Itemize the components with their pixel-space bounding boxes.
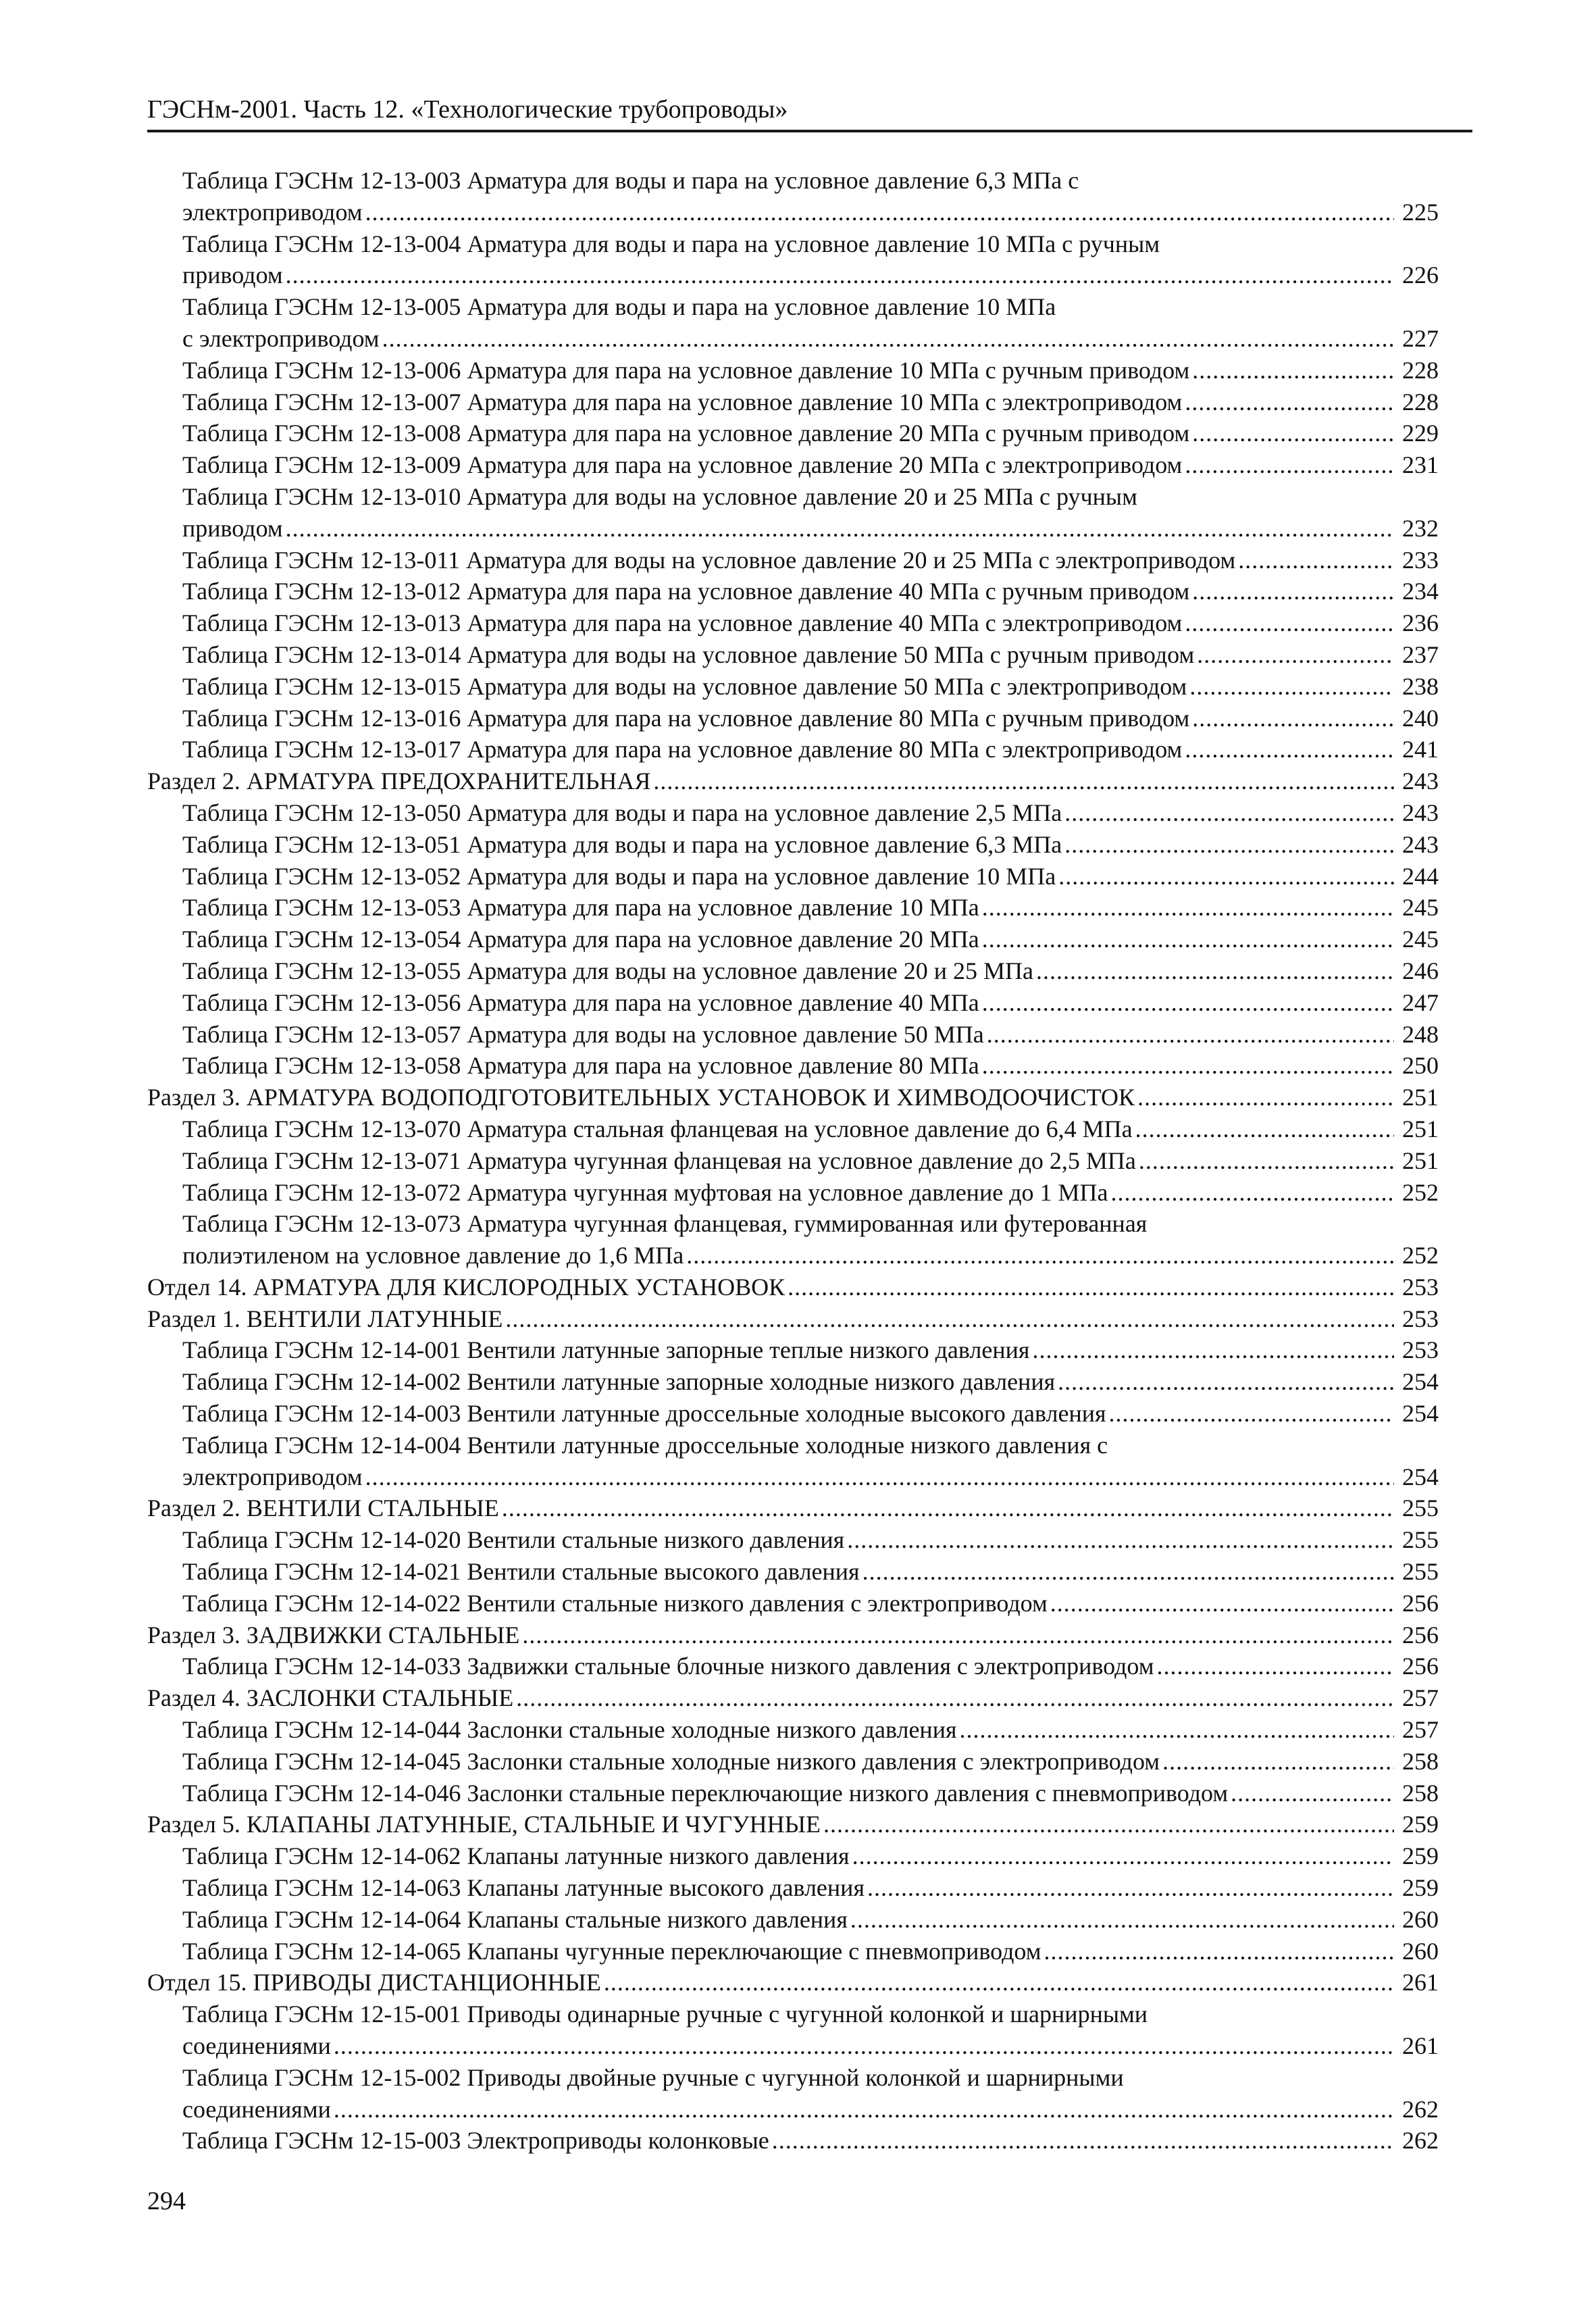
toc-entry-title: Таблица ГЭСНм 12-13-006 Арматура для пара на условное давление 10 МПа с ручным приводом bbox=[182, 356, 1190, 384]
toc-table-entry bbox=[147, 1019, 1439, 1051]
toc-entry-title: Таблица ГЭСНм 12-13-016 Арматура для пара на условное давление 80 МПа с ручным приводом bbox=[182, 704, 1190, 732]
toc-page-ref: 257 bbox=[1402, 1684, 1439, 1712]
toc-table-entry bbox=[147, 955, 1439, 987]
toc-entry-title: Таблица ГЭСНм 12-14-033 Задвижки стальные блочные низкого давления с электроприводом bbox=[182, 1653, 1154, 1680]
toc-page-ref: 245 bbox=[1402, 894, 1439, 922]
toc-entry-row bbox=[182, 1145, 1439, 1177]
dot-leader bbox=[365, 1461, 1394, 1493]
toc-entry-row bbox=[182, 955, 1439, 987]
toc-entry-title: Раздел 3. ЗАДВИЖКИ СТАЛЬНЫЕ bbox=[147, 1621, 520, 1649]
toc-entry-row bbox=[182, 734, 1439, 765]
toc-entry-title-line: Таблица ГЭСНм 12-13-004 Арматура для воды и пара на условное давление 10 МПа с ручным bbox=[182, 230, 1160, 257]
dot-leader bbox=[1109, 1398, 1394, 1430]
dot-leader bbox=[852, 1840, 1394, 1872]
toc-page-ref: 253 bbox=[1402, 1336, 1439, 1364]
dot-leader bbox=[1231, 1778, 1394, 1809]
toc-page-ref: 262 bbox=[1402, 2095, 1439, 2123]
toc-entry-title: Таблица ГЭСНм 12-13-012 Арматура для пара на условное давление 40 МПа с ручным приводом bbox=[182, 578, 1190, 605]
dot-leader bbox=[867, 1872, 1394, 1904]
toc-table-entry bbox=[147, 1936, 1439, 1967]
toc-entry-row bbox=[182, 1588, 1439, 1619]
dot-leader bbox=[1185, 449, 1394, 481]
toc-entry-row bbox=[182, 1904, 1439, 1936]
toc-entry-title: Таблица ГЭСНм 12-14-046 Заслонки стальные переключающие низкого давления с пневмоприводом bbox=[182, 1779, 1229, 1807]
toc-table-entry bbox=[147, 386, 1439, 418]
toc-page-ref: 259 bbox=[1402, 1842, 1439, 1870]
toc-page-ref: 254 bbox=[1402, 1368, 1439, 1396]
dot-leader bbox=[286, 513, 1394, 545]
toc-page-ref: 262 bbox=[1402, 2127, 1439, 2155]
toc-table-entry bbox=[147, 2125, 1439, 2157]
toc-table-entry bbox=[147, 418, 1439, 449]
toc-entry-title: Таблица ГЭСНм 12-13-053 Арматура для пара на условное давление 10 МПа bbox=[182, 894, 979, 922]
toc-table-entry bbox=[147, 1588, 1439, 1619]
toc-entry-row bbox=[182, 1050, 1439, 1082]
dot-leader bbox=[522, 1619, 1394, 1651]
dot-leader bbox=[1135, 1113, 1394, 1145]
toc-table-entry bbox=[147, 481, 1439, 545]
dot-leader bbox=[850, 1904, 1394, 1936]
toc-entry-title: Таблица ГЭСНм 12-13-070 Арматура стальная фланцевая на условное давление до 6,4 МПа bbox=[182, 1115, 1133, 1142]
toc-page-ref: 226 bbox=[1402, 261, 1439, 289]
toc-page-ref: 257 bbox=[1402, 1716, 1439, 1744]
toc-page-ref: 255 bbox=[1402, 1526, 1439, 1554]
toc-page-ref: 225 bbox=[1402, 198, 1439, 226]
toc-section-entry bbox=[147, 765, 1439, 797]
dot-leader bbox=[286, 259, 1394, 291]
toc-entry-title: Таблица ГЭСНм 12-14-001 Вентили латунные запорные теплые низкого давления bbox=[182, 1336, 1030, 1364]
toc-entry-title: Раздел 3. АРМАТУРА ВОДОПОДГОТОВИТЕЛЬНЫХ УСТАНОВОК И ХИМВОДООЧИСТОК bbox=[147, 1084, 1135, 1111]
dot-leader bbox=[863, 1556, 1394, 1588]
toc-entry-title: Таблица ГЭСНм 12-13-014 Арматура для воды на условное давление 50 МПа с ручным приводом bbox=[182, 640, 1195, 668]
toc-table-entry bbox=[147, 545, 1439, 576]
dot-leader bbox=[1111, 1177, 1395, 1209]
toc-page-ref: 231 bbox=[1402, 451, 1439, 479]
toc-entry-row bbox=[182, 197, 1439, 228]
toc-entry-row bbox=[182, 1714, 1439, 1746]
toc-entry-title-line: Таблица ГЭСНм 12-13-003 Арматура для воды и пара на условное давление 6,3 МПа с bbox=[182, 167, 1079, 194]
toc-table-entry bbox=[147, 829, 1439, 861]
toc-table-entry bbox=[147, 1840, 1439, 1872]
toc-table-entry bbox=[147, 987, 1439, 1019]
toc-entry-title: Раздел 2. ВЕНТИЛИ СТАЛЬНЫЕ bbox=[147, 1494, 499, 1522]
toc-entry-title: Раздел 4. ЗАСЛОНКИ СТАЛЬНЫЕ bbox=[147, 1684, 514, 1712]
dot-leader bbox=[1157, 1651, 1395, 1682]
dot-leader bbox=[1197, 639, 1394, 671]
toc-page-ref: 243 bbox=[1402, 768, 1439, 795]
dot-leader bbox=[1192, 418, 1394, 449]
toc-entry-row bbox=[147, 1082, 1439, 1113]
toc-table-entry bbox=[147, 1651, 1439, 1682]
toc-page-ref: 243 bbox=[1402, 830, 1439, 858]
toc-entry-row bbox=[182, 513, 1439, 545]
toc-page-ref: 253 bbox=[1402, 1273, 1439, 1301]
toc-entry-title: Таблица ГЭСНм 12-15-003 Электроприводы колонковые bbox=[182, 2127, 769, 2155]
toc-entry-title: Таблица ГЭСНм 12-14-064 Клапаны стальные низкого давления bbox=[182, 1905, 848, 1933]
toc-page-ref: 255 bbox=[1402, 1494, 1439, 1522]
toc-page-ref: 236 bbox=[1402, 609, 1439, 637]
dot-leader bbox=[334, 2030, 1394, 2062]
table-of-contents bbox=[147, 165, 1439, 2157]
dot-leader bbox=[502, 1492, 1394, 1524]
toc-section-entry bbox=[147, 1809, 1439, 1840]
toc-entry-row bbox=[182, 418, 1439, 449]
toc-entry-row bbox=[182, 259, 1439, 291]
toc-entry-title: Таблица ГЭСНм 12-14-022 Вентили стальные низкого давления с электроприводом bbox=[182, 1589, 1048, 1617]
toc-table-entry bbox=[147, 1366, 1439, 1398]
toc-section-entry bbox=[147, 1082, 1439, 1113]
toc-entry-title: Таблица ГЭСНм 12-13-011 Арматура для воды на условное давление 20 и 25 МПа с электроприводом bbox=[182, 546, 1236, 574]
toc-table-entry bbox=[147, 1113, 1439, 1145]
toc-table-entry bbox=[147, 165, 1439, 228]
dot-leader bbox=[653, 765, 1394, 797]
toc-table-entry bbox=[147, 1050, 1439, 1082]
toc-table-entry bbox=[147, 1872, 1439, 1904]
dot-leader bbox=[1064, 829, 1394, 861]
toc-entry-row bbox=[182, 1398, 1439, 1430]
toc-page-ref: 256 bbox=[1402, 1621, 1439, 1649]
toc-table-entry bbox=[147, 1746, 1439, 1778]
toc-entry-row bbox=[182, 671, 1439, 703]
toc-entry-row bbox=[182, 576, 1439, 607]
toc-entry-title: Таблица ГЭСНм 12-13-051 Арматура для воды и пара на условное давление 6,3 МПа bbox=[182, 830, 1062, 858]
toc-page-ref: 228 bbox=[1402, 388, 1439, 416]
toc-page-ref: 250 bbox=[1402, 1052, 1439, 1080]
toc-entry-row bbox=[182, 924, 1439, 955]
dot-leader bbox=[982, 924, 1394, 955]
dot-leader bbox=[1032, 1334, 1394, 1366]
toc-table-entry bbox=[147, 639, 1439, 671]
toc-entry-row bbox=[182, 2030, 1439, 2062]
toc-entry-row bbox=[182, 1778, 1439, 1809]
dot-leader bbox=[1137, 1082, 1394, 1113]
dot-leader bbox=[1064, 797, 1394, 829]
dot-leader bbox=[982, 1050, 1394, 1082]
dot-leader bbox=[847, 1524, 1394, 1556]
toc-table-entry bbox=[147, 797, 1439, 829]
toc-entry-row bbox=[147, 1303, 1439, 1335]
toc-entry-title: Таблица ГЭСНм 12-14-063 Клапаны латунные высокого давления bbox=[182, 1874, 865, 1902]
dot-leader bbox=[1185, 386, 1394, 418]
toc-entry-title: Таблица ГЭСНм 12-13-015 Арматура для воды на условное давление 50 МПа с электроприводом bbox=[182, 672, 1187, 700]
dot-leader bbox=[1189, 671, 1394, 703]
toc-entry-title: соединениями bbox=[182, 2032, 331, 2060]
toc-page-ref: 260 bbox=[1402, 1905, 1439, 1933]
toc-table-entry bbox=[147, 228, 1439, 292]
toc-page-ref: 260 bbox=[1402, 1937, 1439, 1965]
toc-entry-title: приводом bbox=[182, 261, 283, 289]
toc-page-ref: 246 bbox=[1402, 957, 1439, 984]
toc-page-ref: 229 bbox=[1402, 420, 1439, 447]
toc-page-ref: 261 bbox=[1402, 1969, 1439, 1996]
dot-leader bbox=[960, 1714, 1394, 1746]
dot-leader bbox=[982, 892, 1394, 924]
dot-leader bbox=[1185, 734, 1394, 765]
toc-page-ref: 251 bbox=[1402, 1115, 1439, 1142]
toc-page-ref: 256 bbox=[1402, 1589, 1439, 1617]
toc-table-entry bbox=[147, 1145, 1439, 1177]
toc-entry-row bbox=[147, 1809, 1439, 1840]
toc-entry-row bbox=[147, 1492, 1439, 1524]
toc-page-ref: 232 bbox=[1402, 514, 1439, 542]
toc-entry-row bbox=[182, 703, 1439, 734]
toc-entry-row bbox=[182, 449, 1439, 481]
dot-leader bbox=[1192, 355, 1394, 386]
toc-entry-row bbox=[182, 1524, 1439, 1556]
toc-entry-title-line: Таблица ГЭСНм 12-15-001 Приводы одинарные ручные с чугунной колонкой и шарнирными bbox=[182, 2001, 1148, 2028]
dot-leader bbox=[987, 1019, 1394, 1051]
toc-table-entry bbox=[147, 1556, 1439, 1588]
toc-page-ref: 259 bbox=[1402, 1874, 1439, 1902]
toc-entry-title: Таблица ГЭСНм 12-13-057 Арматура для воды на условное давление 50 МПа bbox=[182, 1020, 984, 1048]
toc-page-ref: 252 bbox=[1402, 1178, 1439, 1206]
dot-leader bbox=[1162, 1746, 1394, 1778]
toc-entry-row bbox=[182, 2094, 1439, 2126]
toc-entry-row bbox=[147, 1272, 1439, 1303]
toc-entry-row bbox=[182, 892, 1439, 924]
toc-table-entry bbox=[147, 2062, 1439, 2126]
toc-entry-title: электроприводом bbox=[182, 1463, 363, 1490]
dot-leader bbox=[1185, 607, 1394, 639]
toc-section-entry bbox=[147, 1492, 1439, 1524]
toc-table-entry bbox=[147, 671, 1439, 703]
dot-leader bbox=[1058, 861, 1394, 892]
toc-entry-row bbox=[182, 1113, 1439, 1145]
toc-page-ref: 251 bbox=[1402, 1147, 1439, 1174]
toc-entry-row bbox=[182, 607, 1439, 639]
toc-page-ref: 237 bbox=[1402, 640, 1439, 668]
dot-leader bbox=[1192, 576, 1394, 607]
toc-entry-row bbox=[182, 1366, 1439, 1398]
toc-entry-row bbox=[182, 1334, 1439, 1366]
toc-entry-title-line: Таблица ГЭСНм 12-13-005 Арматура для воды и пара на условное давление 10 МПа bbox=[182, 293, 1056, 321]
toc-entry-title: Таблица ГЭСНм 12-13-017 Арматура для пара на условное давление 80 МПа с электроприводом bbox=[182, 736, 1183, 763]
toc-page-ref: 238 bbox=[1402, 672, 1439, 700]
toc-entry-title: соединениями bbox=[182, 2095, 331, 2123]
toc-page-ref: 243 bbox=[1402, 799, 1439, 826]
toc-entry-row bbox=[182, 386, 1439, 418]
toc-entry-title: Таблица ГЭСНм 12-13-052 Арматура для воды и пара на условное давление 10 МПа bbox=[182, 862, 1056, 890]
toc-entry-row bbox=[182, 639, 1439, 671]
toc-table-entry bbox=[147, 1778, 1439, 1809]
toc-entry-row bbox=[147, 765, 1439, 797]
toc-entry-title: Таблица ГЭСНм 12-13-007 Арматура для пара на условное давление 10 МПа с электроприводом bbox=[182, 388, 1183, 416]
toc-entry-title: Таблица ГЭСНм 12-14-021 Вентили стальные высокого давления bbox=[182, 1558, 860, 1586]
toc-table-entry bbox=[147, 892, 1439, 924]
toc-entry-title-line: Таблица ГЭСНм 12-13-010 Арматура для воды на условное давление 20 и 25 МПа с ручным bbox=[182, 482, 1137, 510]
dot-leader bbox=[1044, 1936, 1394, 1967]
toc-page-ref: 247 bbox=[1402, 988, 1439, 1016]
toc-entry-title: электроприводом bbox=[182, 198, 363, 226]
toc-entry-title: с электроприводом bbox=[182, 324, 380, 352]
dot-leader bbox=[505, 1303, 1394, 1335]
toc-section-entry bbox=[147, 1682, 1439, 1714]
toc-entry-title: полиэтиленом на условное давление до 1,6 МПа bbox=[182, 1242, 684, 1269]
toc-table-entry bbox=[147, 576, 1439, 607]
toc-entry-title-line: Таблица ГЭСНм 12-13-073 Арматура чугунная фланцевая, гуммированная или футерованная bbox=[182, 1210, 1148, 1238]
toc-page-ref: 255 bbox=[1402, 1558, 1439, 1586]
toc-entry-row bbox=[182, 797, 1439, 829]
running-header bbox=[147, 88, 1472, 132]
toc-entry-title: Раздел 5. КЛАПАНЫ ЛАТУННЫЕ, СТАЛЬНЫЕ И ЧУГУННЫЕ bbox=[147, 1811, 821, 1838]
toc-page-ref: 227 bbox=[1402, 324, 1439, 352]
toc-entry-row bbox=[147, 1967, 1439, 1998]
toc-entry-row bbox=[182, 1461, 1439, 1493]
toc-page-ref: 251 bbox=[1402, 1084, 1439, 1111]
dot-leader bbox=[1036, 955, 1394, 987]
toc-entry-row bbox=[182, 545, 1439, 576]
dot-leader bbox=[1050, 1588, 1394, 1619]
toc-entry-row bbox=[182, 829, 1439, 861]
toc-entry-row bbox=[147, 1682, 1439, 1714]
toc-entry-title: Таблица ГЭСНм 12-14-003 Вентили латунные дроссельные холодные высокого давления bbox=[182, 1400, 1106, 1428]
toc-page-ref: 253 bbox=[1402, 1305, 1439, 1332]
toc-entry-title: Таблица ГЭСНм 12-14-065 Клапаны чугунные переключающие с пневмоприводом bbox=[182, 1937, 1041, 1965]
toc-entry-row bbox=[182, 1556, 1439, 1588]
toc-table-entry bbox=[147, 1524, 1439, 1556]
dot-leader bbox=[516, 1682, 1394, 1714]
toc-entry-row bbox=[182, 1872, 1439, 1904]
toc-page-ref: 252 bbox=[1402, 1242, 1439, 1269]
toc-page-ref: 259 bbox=[1402, 1811, 1439, 1838]
toc-entry-row bbox=[182, 987, 1439, 1019]
toc-section-entry bbox=[147, 1303, 1439, 1335]
toc-entry-title: Таблица ГЭСНм 12-13-050 Арматура для воды и пара на условное давление 2,5 МПа bbox=[182, 799, 1062, 826]
toc-table-entry bbox=[147, 703, 1439, 734]
toc-entry-title: Таблица ГЭСНм 12-13-058 Арматура для пара на условное давление 80 МПа bbox=[182, 1052, 979, 1080]
document-title: ГЭСНм-2001. Часть 12. «Технологические трубопроводы» bbox=[147, 95, 788, 124]
toc-table-entry bbox=[147, 1714, 1439, 1746]
dot-leader bbox=[1238, 545, 1394, 576]
toc-table-entry bbox=[147, 1398, 1439, 1430]
toc-entry-title: Таблица ГЭСНм 12-13-054 Арматура для пара на условное давление 20 МПа bbox=[182, 926, 979, 953]
toc-page-ref: 248 bbox=[1402, 1020, 1439, 1048]
dot-leader bbox=[382, 323, 1394, 355]
toc-page-ref: 244 bbox=[1402, 862, 1439, 890]
toc-entry-row bbox=[182, 2125, 1439, 2157]
toc-section-entry bbox=[147, 1619, 1439, 1651]
toc-entry-title: Таблица ГЭСНм 12-14-045 Заслонки стальные холодные низкого давления с электроприводом bbox=[182, 1747, 1160, 1775]
toc-table-entry bbox=[147, 607, 1439, 639]
toc-table-entry bbox=[147, 1430, 1439, 1493]
toc-section-entry bbox=[147, 1272, 1439, 1303]
toc-entry-row bbox=[182, 1651, 1439, 1682]
toc-entry-row bbox=[182, 1177, 1439, 1209]
toc-table-entry bbox=[147, 1334, 1439, 1366]
toc-entry-title: Таблица ГЭСНм 12-14-044 Заслонки стальные холодные низкого давления bbox=[182, 1716, 957, 1744]
toc-page-ref: 240 bbox=[1402, 704, 1439, 732]
toc-entry-title: Таблица ГЭСНм 12-13-013 Арматура для пара на условное давление 40 МПа с электроприводом bbox=[182, 609, 1183, 637]
toc-entry-title: Таблица ГЭСНм 12-13-055 Арматура для воды на условное давление 20 и 25 МПа bbox=[182, 957, 1034, 984]
dot-leader bbox=[982, 987, 1394, 1019]
toc-table-entry bbox=[147, 1177, 1439, 1209]
toc-page-ref: 245 bbox=[1402, 926, 1439, 953]
toc-table-entry bbox=[147, 924, 1439, 955]
toc-page-ref: 256 bbox=[1402, 1653, 1439, 1680]
toc-page-ref: 258 bbox=[1402, 1779, 1439, 1807]
toc-entry-row bbox=[182, 1240, 1439, 1272]
toc-page-ref: 254 bbox=[1402, 1400, 1439, 1428]
page-number: 294 bbox=[147, 2187, 186, 2215]
toc-entry-row bbox=[182, 355, 1439, 386]
dot-leader bbox=[1058, 1366, 1394, 1398]
toc-table-entry bbox=[147, 861, 1439, 892]
dot-leader bbox=[686, 1240, 1394, 1272]
toc-entry-title: Таблица ГЭСНм 12-13-009 Арматура для пара на условное давление 20 МПа с электроприводом bbox=[182, 451, 1183, 479]
toc-table-entry bbox=[147, 291, 1439, 355]
toc-entry-row bbox=[182, 1746, 1439, 1778]
dot-leader bbox=[823, 1809, 1394, 1840]
toc-page-ref: 261 bbox=[1402, 2032, 1439, 2060]
dot-leader bbox=[788, 1272, 1394, 1303]
toc-page-ref: 241 bbox=[1402, 736, 1439, 763]
toc-table-entry bbox=[147, 1998, 1439, 2062]
toc-entry-row bbox=[182, 323, 1439, 355]
toc-table-entry bbox=[147, 1208, 1439, 1272]
toc-entry-title: Таблица ГЭСНм 12-14-002 Вентили латунные запорные холодные низкого давления bbox=[182, 1368, 1056, 1396]
toc-entry-title: Таблица ГЭСНм 12-13-008 Арматура для пара на условное давление 20 МПа с ручным приводом bbox=[182, 420, 1190, 447]
toc-entry-title: Таблица ГЭСНм 12-14-020 Вентили стальные низкого давления bbox=[182, 1526, 845, 1554]
toc-entry-title-line: Таблица ГЭСНм 12-15-002 Приводы двойные ручные с чугунной колонкой и шарнирными bbox=[182, 2063, 1124, 2091]
toc-table-entry bbox=[147, 1904, 1439, 1936]
toc-table-entry bbox=[147, 734, 1439, 765]
toc-entry-title-line: Таблица ГЭСНм 12-14-004 Вентили латунные дроссельные холодные низкого давления с bbox=[182, 1431, 1108, 1459]
toc-entry-title: Раздел 2. АРМАТУРА ПРЕДОХРАНИТЕЛЬНАЯ bbox=[147, 768, 651, 795]
toc-entry-title: приводом bbox=[182, 514, 283, 542]
toc-page-ref: 233 bbox=[1402, 546, 1439, 574]
toc-entry-title: Отдел 15. ПРИВОДЫ ДИСТАНЦИОННЫЕ bbox=[147, 1969, 601, 1996]
toc-entry-title: Раздел 1. ВЕНТИЛИ ЛАТУННЫЕ bbox=[147, 1305, 503, 1332]
toc-entry-title: Таблица ГЭСНм 12-13-071 Арматура чугунная фланцевая на условное давление до 2,5 МПа bbox=[182, 1147, 1136, 1174]
dot-leader bbox=[604, 1967, 1394, 1998]
toc-page-ref: 254 bbox=[1402, 1463, 1439, 1490]
toc-entry-row bbox=[182, 1936, 1439, 1967]
toc-section-entry bbox=[147, 1967, 1439, 1998]
dot-leader bbox=[772, 2125, 1394, 2157]
toc-entry-title: Таблица ГЭСНм 12-13-056 Арматура для пара на условное давление 40 МПа bbox=[182, 988, 979, 1016]
toc-page-ref: 234 bbox=[1402, 578, 1439, 605]
toc-page-ref: 258 bbox=[1402, 1747, 1439, 1775]
toc-entry-row bbox=[182, 1840, 1439, 1872]
toc-entry-row bbox=[182, 1019, 1439, 1051]
dot-leader bbox=[1139, 1145, 1394, 1177]
toc-entry-title: Таблица ГЭСНм 12-13-072 Арматура чугунная муфтовая на условное давление до 1 МПа bbox=[182, 1178, 1108, 1206]
toc-page-ref: 228 bbox=[1402, 356, 1439, 384]
toc-entry-row bbox=[147, 1619, 1439, 1651]
toc-entry-title: Таблица ГЭСНм 12-14-062 Клапаны латунные низкого давления bbox=[182, 1842, 850, 1870]
dot-leader bbox=[334, 2094, 1394, 2126]
toc-table-entry bbox=[147, 355, 1439, 386]
toc-table-entry bbox=[147, 449, 1439, 481]
dot-leader bbox=[365, 197, 1394, 228]
toc-entry-title: Отдел 14. АРМАТУРА ДЛЯ КИСЛОРОДНЫХ УСТАНОВОК bbox=[147, 1273, 786, 1301]
toc-entry-row bbox=[182, 861, 1439, 892]
dot-leader bbox=[1192, 703, 1394, 734]
